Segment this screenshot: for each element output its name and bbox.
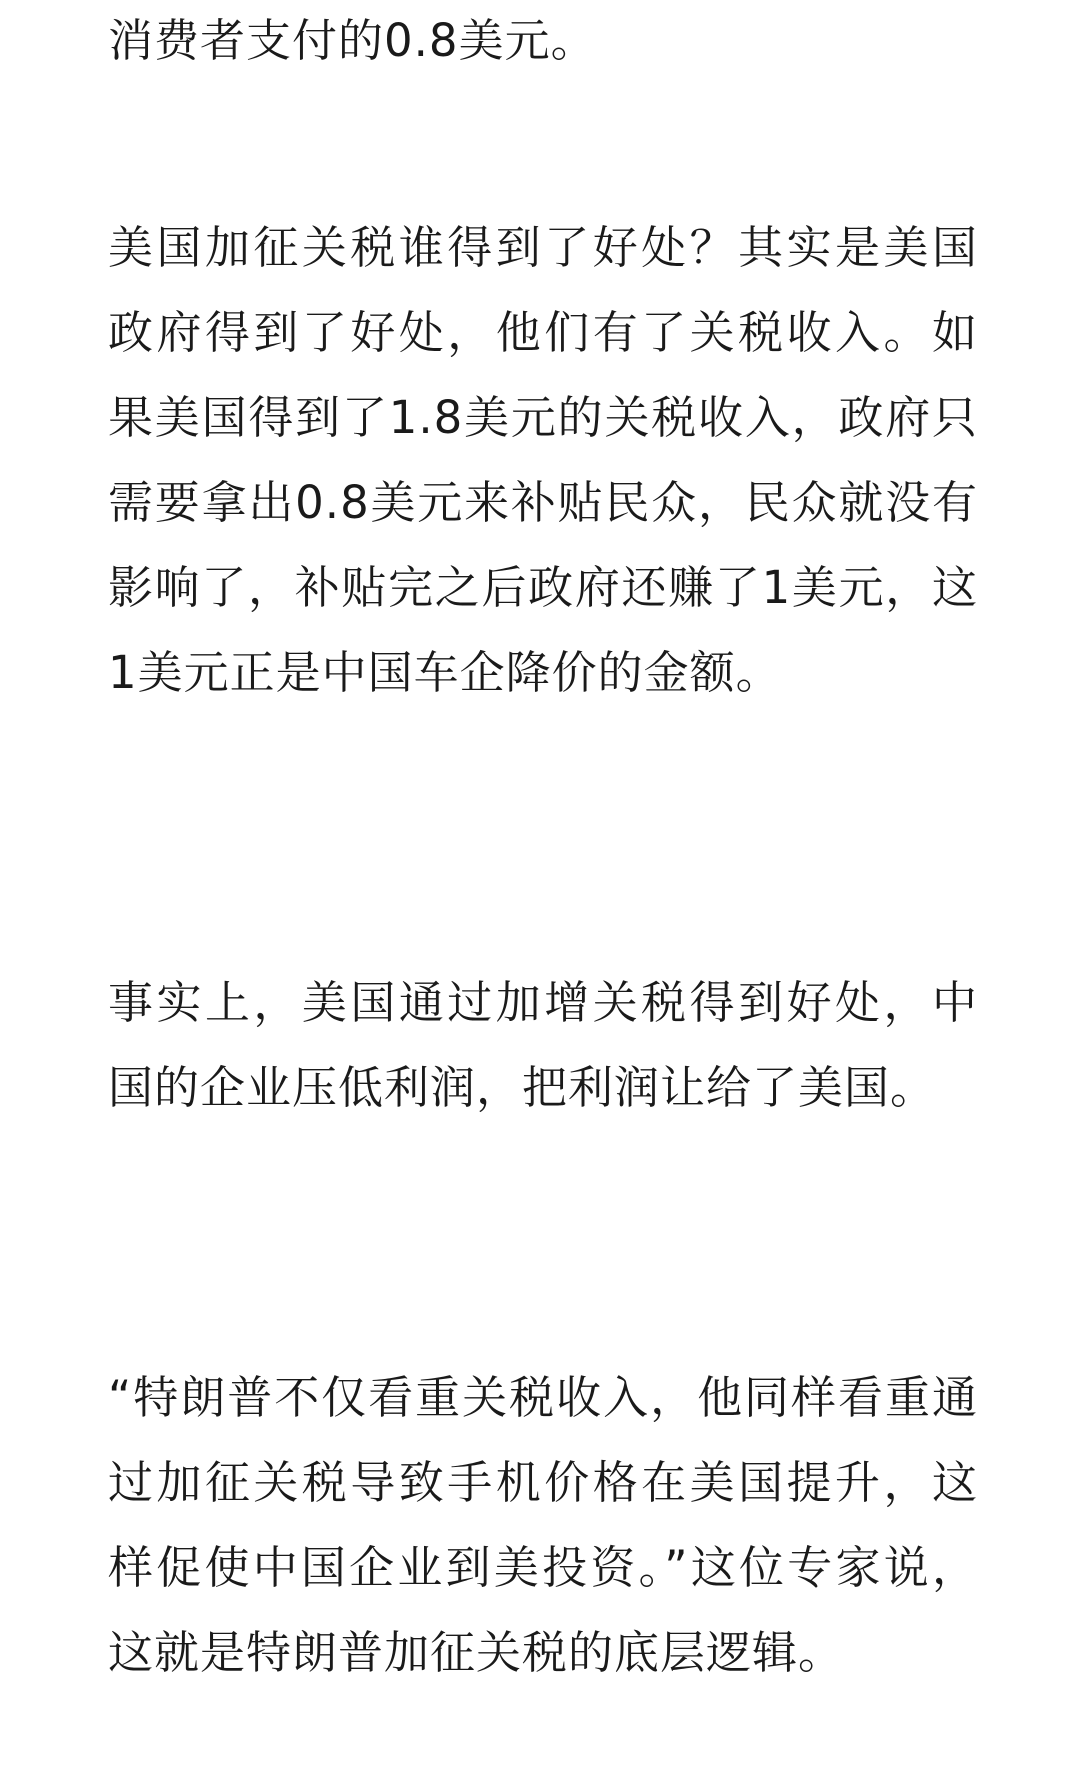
paragraph-3: 事实上，美国通过加增关税得到好处，中国的企业压低利润，把利润让给了美国。: [108, 976, 978, 1114]
paragraph-4: “特朗普不仅看重关税收入，他同样看重通过加征关税导致手机价格在美国提升，这样促使中国企业到美投资。”这位专家说，这就是特朗普加征关税的底层逻辑。: [108, 1371, 978, 1679]
paragraph-1: 消费者支付的0.8美元。: [108, 14, 597, 67]
paragraph-2: 美国加征关税谁得到了好处？其实是美国政府得到了好处，他们有了关税收入。如果美国得到了1.8美元的关税收入，政府只需要拿出0.8美元来补贴民众，民众就没有影响了，补贴完之后政府还赚了1美元，这1美元正是中国车企降价的金额。: [108, 221, 978, 699]
